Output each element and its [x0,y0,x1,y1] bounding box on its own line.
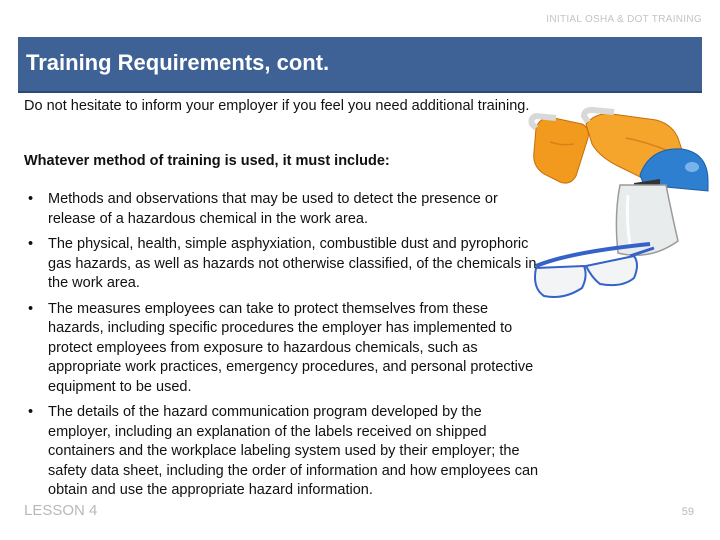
intro-paragraph: Do not hesitate to inform your employer if you feel you need additional training. [24,98,530,114]
list-item [24,235,544,294]
bullet-marker: • [28,236,34,252]
lesson-label: LESSON 4 [24,502,98,519]
bullet-marker: • [28,300,34,317]
list-item-text: The measures employees can take to protect themselves from these hazards, including specific procedures the employer has implemented to protect employees from exposure to hazardous chemicals, such as appropriate work practices, emergency procedures, and personal protective equipment to be used. [48,300,534,395]
list-item [24,403,544,501]
bullet-marker: • [28,404,34,420]
title-bar [18,37,702,93]
blue-safety-glasses-icon [530,238,655,318]
page-number: 59 [681,506,694,518]
page-title: Training Requirements, cont. [26,50,330,75]
bullet-marker: • [28,191,34,207]
course-label: INITIAL OSHA & DOT TRAINING [546,14,702,25]
list-item-text: The details of the hazard communication program developed by the employer, including an explanation of the labels received on shipped containers and the workplace labeling system used by their employer; the safety data sheet, including the order of information and how employees can obtain and use the appropriate hazard information. [48,404,539,498]
list-item-text: The physical, health, simple asphyxiation, combustible dust and pyrophoric gas hazards, as well as hazards not otherwise classified, of the chemicals in the work area. [48,236,537,291]
list-item-text: Methods and observations that may be used to detect the presence or release of a hazardous chemical in the work area. [48,191,498,227]
requirements-list [24,190,544,507]
list-item [24,190,544,229]
list-item [24,300,544,398]
lead-statement: Whatever method of training is used, it must include: [24,153,390,169]
